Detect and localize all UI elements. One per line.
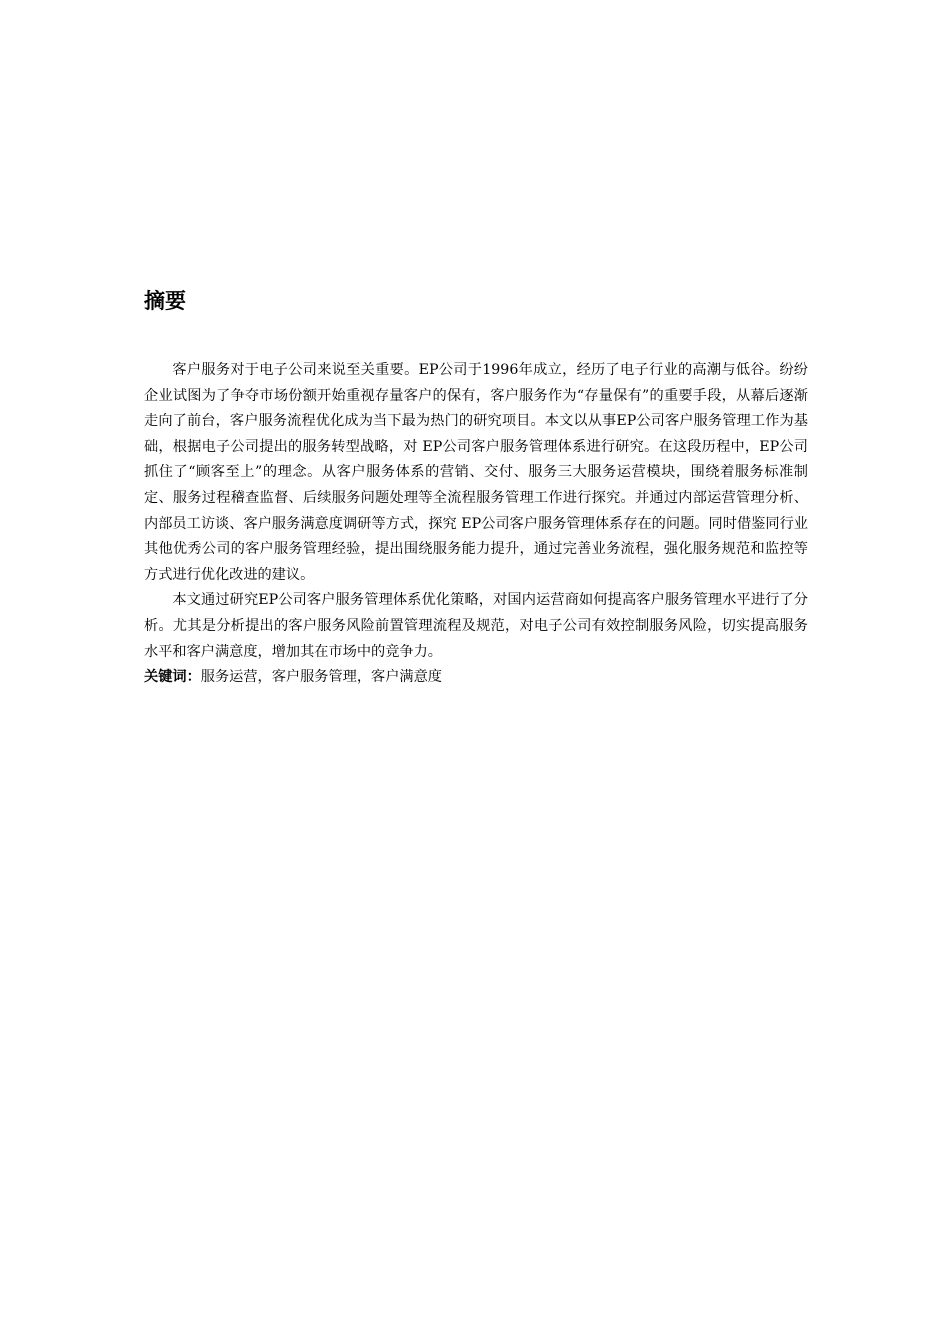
abstract-paragraph-2: 本文通过研究EP公司客户服务管理体系优化策略，对国内运营商如何提高客户服务管理水平进行了分析。尤其是分析提出的客户服务风险前置管理流程及规范，对电子公司有效控制服务风险，切实提高服务水平和客户满意度，增加其在市场中的竞争力。 [144, 592, 808, 660]
abstract-paragraph-1: 客户服务对于电子公司来说至关重要。EP公司于1996年成立，经历了电子行业的高潮与低谷。纷纷企业试图为了争夺市场份额开始重视存量客户的保有，客户服务作为“存量保有”的重要手段，从幕后逐渐走向了前台，客户服务流程优化成为当下最为热门的研究项目。本文以从事EP公司客户服务管理工作为基础，根据电子公司提出的服务转型战略，对 EP公司客户服务管理体系进行研究。在这段历程中，EP公司抓住了“顾客至上”的理念。从客户服务体系的营销、交付、服务三大服务运营模块，围绕着服务标准制定、服务过程稽查监督、后续服务问题处理等全流程服务管理工作进行探究。并通过内部运营管理分析、内部员工访谈、客户服务满意度调研等方式，探究 EP公司客户服务管理体系存在的问题。同时借鉴同行业其他优秀公司的客户服务管理经验，提出围绕服务能力提升，通过完善业务流程，强化服务规范和监控等方式进行优化改进的建议。 [144, 362, 808, 583]
abstract-heading: 摘要 [144, 289, 186, 313]
keywords-line [144, 665, 808, 691]
abstract-body [144, 358, 808, 691]
keywords-label: 关键词： [144, 669, 201, 686]
keywords-value: 服务运营，客户服务管理，客户满意度 [200, 669, 442, 686]
